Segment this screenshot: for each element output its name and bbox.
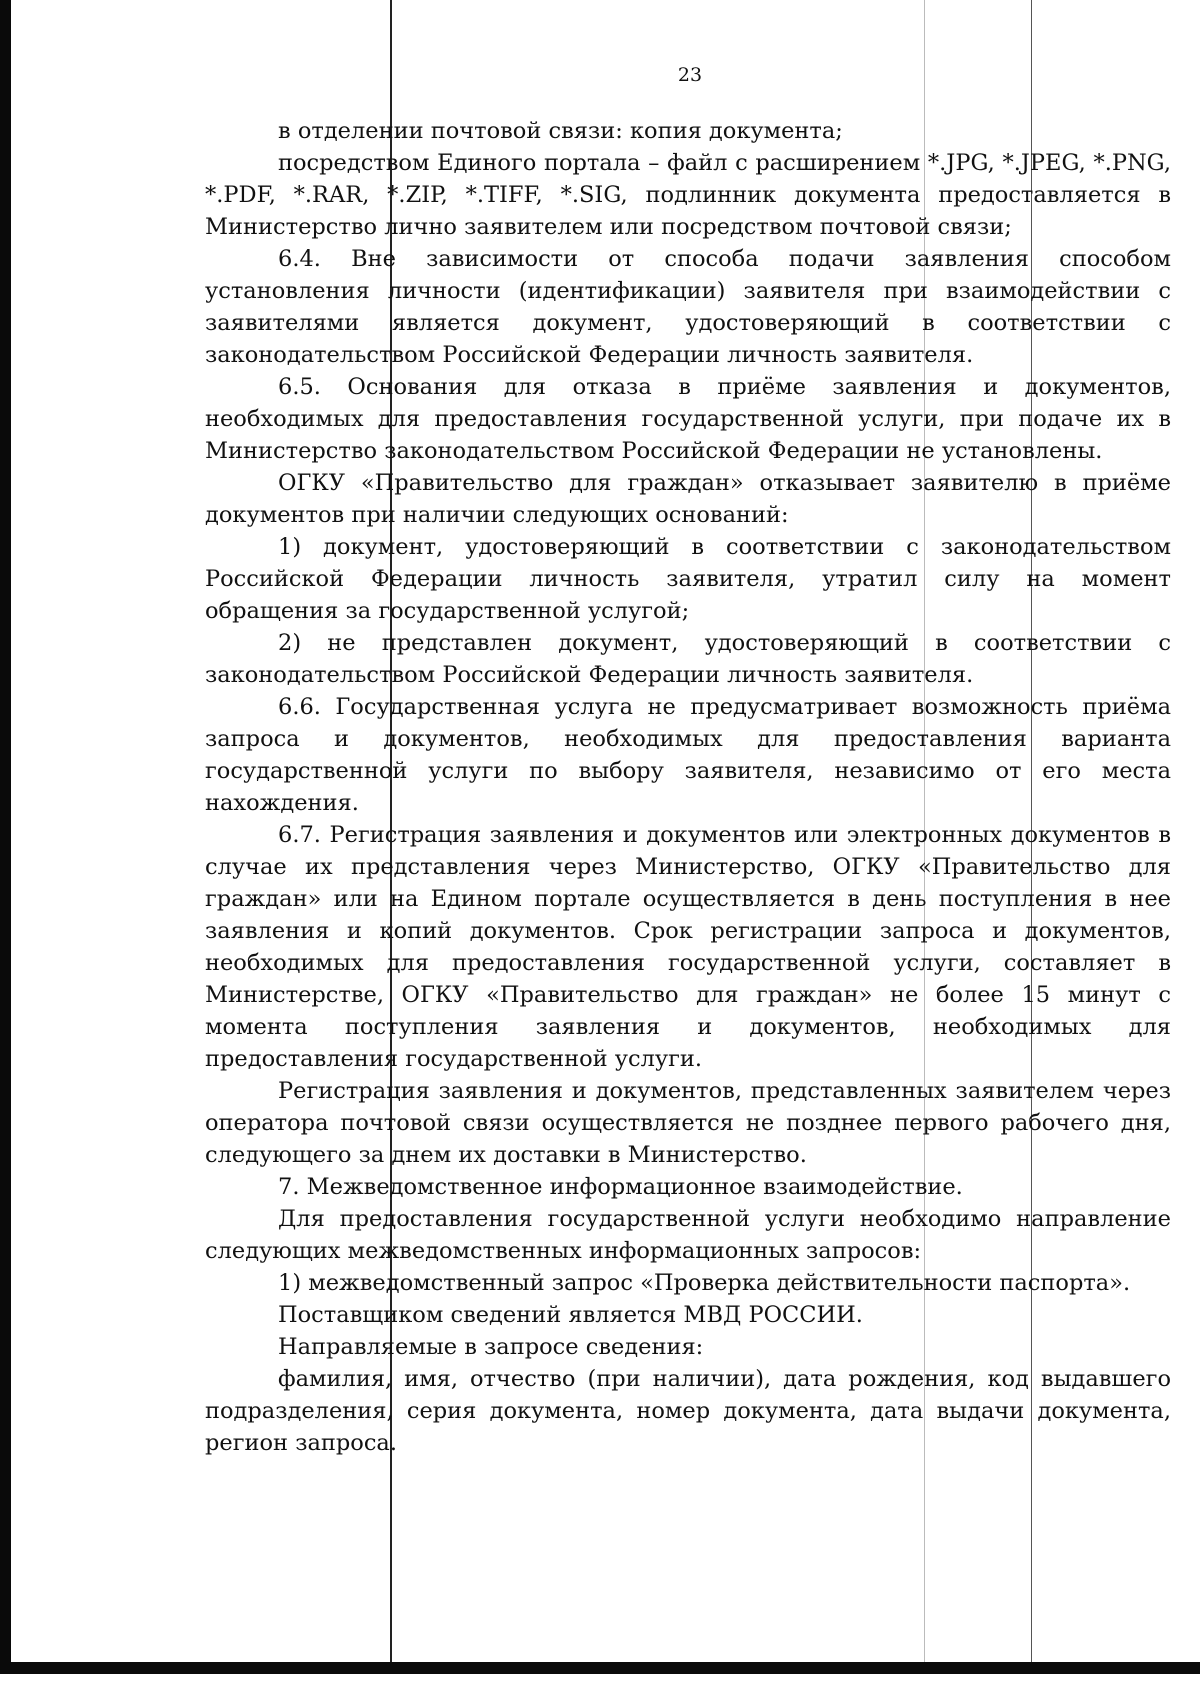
paragraph: 6.5. Основания для отказа в приёме заявления и документов, необходимых для предоставления государственной услуги, при подаче их в Министерство законодательством Российской Федерации не установлены. — [205, 374, 1171, 464]
paragraph: 1) документ, удостоверяющий в соответствии с законодательством Российской Федерации личность заявителя, утратил силу на момент обращения за государственной услугой; — [205, 534, 1171, 624]
paragraph: 6.4. Вне зависимости от способа подачи заявления способом установления личности (идентификации) заявителя при взаимодействии с заявителями является документ, удостоверяющий в соответствии с законодательством Российской Федерации личность заявителя. — [205, 246, 1171, 368]
paragraph: ОГКУ «Правительство для граждан» отказывает заявителю в приёме документов при наличии следующих оснований: — [205, 470, 1171, 528]
document-body — [205, 115, 1171, 1459]
paragraph: фамилия, имя, отчество (при наличии), дата рождения, код выдавшего подразделения, серия документа, номер документа, дата выдачи документа, регион запроса. — [205, 1366, 1171, 1456]
paragraph: Для предоставления государственной услуги необходимо направление следующих межведомственных информационных запросов: — [205, 1206, 1171, 1264]
paragraph: 6.7. Регистрация заявления и документов или электронных документов в случае их представления через Министерство, ОГКУ «Правительство для граждан» или на Едином портале осуществляется в день поступления в нее заявления и копий документов. Срок регистрации запроса и документов, необходимых для предоставления государственной услуги, составляет в Министерстве, ОГКУ «Правительство для граждан» не более 15 минут с момента поступления заявления и документов, необходимых для предоставления государственной услуги. — [205, 822, 1171, 1072]
paragraph: 7. Межведомственное информационное взаимодействие. — [278, 1174, 963, 1200]
paragraph: Поставщиком сведений является МВД РОССИИ. — [278, 1302, 863, 1328]
paragraph: в отделении почтовой связи: копия документа; — [278, 118, 843, 144]
paragraph: Направляемые в запросе сведения: — [278, 1334, 704, 1360]
scan-border-left — [0, 0, 11, 1672]
paragraph: 2) не представлен документ, удостоверяющий в соответствии с законодательством Российской Федерации личность заявителя. — [205, 630, 1171, 688]
page-number: 23 — [677, 64, 703, 86]
paragraph: 6.6. Государственная услуга не предусматривает возможность приёма запроса и документов, необходимых для предоставления варианта государственной услуги по выбору заявителя, независимо от его места нахождения. — [205, 694, 1171, 816]
scan-border-bottom — [0, 1662, 1200, 1674]
paragraph: 1) межведомственный запрос «Проверка действительности паспорта». — [278, 1270, 1131, 1296]
paragraph: Регистрация заявления и документов, представленных заявителем через оператора почтовой связи осуществляется не позднее первого рабочего дня, следующего за днем их доставки в Министерство. — [205, 1078, 1171, 1168]
paragraph: посредством Единого портала – файл с расширением *.JPG, *.JPEG, *.PNG, *.PDF, *.RAR, *.ZIP, *.TIFF, *.SIG, подлинник документа предоставляется в Министерство лично заявителем или посредством почтовой связи; — [205, 150, 1171, 240]
